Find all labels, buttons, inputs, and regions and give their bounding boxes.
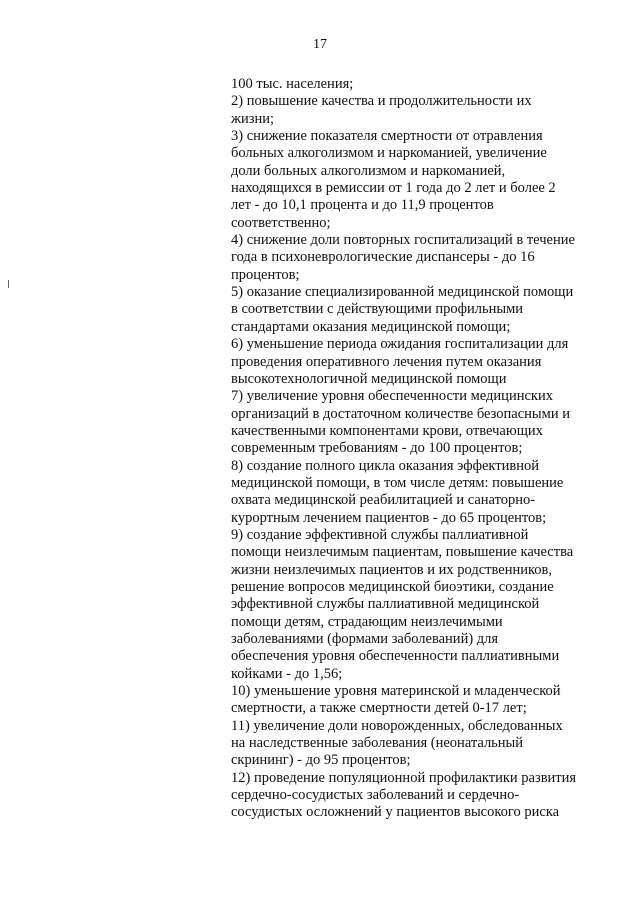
text-line: больных алкоголизмом и наркоманией, увеличение [231,145,547,162]
text-line: заболеваниями (формами заболеваний) для [231,631,499,647]
text-line: в соответствии с действующими профильными [231,301,524,318]
text-line: 9) создание эффективной службы паллиативной [231,526,529,543]
scan-margin-mark [8,280,9,288]
page-number: 17 [313,37,327,52]
text-line: организаций в достаточном количестве безопасными и [231,405,570,422]
text-line: помощи неизлечимым пациентам, повышение качества [231,544,574,561]
document-body [231,76,611,822]
text-line: обеспечения уровня обеспеченности паллиативными [231,648,560,665]
text-line: скрининг) - до 95 процентов; [231,752,411,769]
text-line: стандартами оказания медицинской помощи; [231,318,511,335]
text-line: эффективной службы паллиативной медицинской [231,596,540,613]
text-line: 7) увеличение уровня обеспеченности медицинских [231,388,553,405]
text-line: 10) уменьшение уровня материнской и младенческой [231,683,561,700]
text-line: соответственно; [231,214,331,231]
text-line: находящихся в ремиссии от 1 года до 2 лет и более 2 [231,180,556,197]
text-line: качественными компонентами крови, отвечающих [231,422,543,439]
text-line: койками - до 1,56; [231,665,343,682]
text-line: 12) проведение популяционной профилактики развития [231,769,577,786]
text-line: 2) повышение качества и продолжительности их [231,93,532,110]
text-line: жизни; [231,110,275,127]
text-line: помощи детям, страдающим неизлечимыми [231,613,503,630]
text-line: 4) снижение доли повторных госпитализаций в течение [231,232,575,249]
text-line: сердечно-сосудистых заболеваний и сердечно- [231,787,520,804]
text-line: решение вопросов медицинской биоэтики, создание [231,578,554,595]
text-line: лет - до 10,1 процента и до 11,9 процентов [231,197,494,214]
text-line: сосудистых осложнений у пациентов высокого риска [231,804,560,821]
text-line: медицинской помощи, в том числе детям: повышение [231,474,564,491]
text-line: 100 тыс. населения; [231,76,354,92]
text-line: современным требованиям - до 100 процентов; [231,440,523,457]
text-line: 3) снижение показателя смертности от отравления [231,128,543,145]
text-line: года в психоневрологические диспансеры - до 16 [231,249,535,266]
text-line: жизни неизлечимых пациентов и их родственников, [231,561,553,578]
text-line: 6) уменьшение периода ожидания госпитализации для [231,336,569,353]
text-line: охвата медицинской реабилитацией и санаторно- [231,492,536,509]
text-line: смертности, а также смертности детей 0-17 лет; [231,700,527,717]
text-line: проведения оперативного лечения путем оказания [231,353,542,370]
text-line: на наследственные заболевания (неонатальный [231,735,524,752]
text-line: процентов; [231,266,300,283]
text-line: высокотехнологичной медицинской помощи [231,370,507,387]
text-line: 5) оказание специализированной медицинской помощи [231,284,574,301]
text-line: 11) увеличение доли новорожденных, обследованных [231,717,563,734]
text-line: доли больных алкоголизмом и наркоманией, [231,162,506,179]
text-line: 8) создание полного цикла оказания эффективной [231,457,539,474]
text-line: курортным лечением пациентов - до 65 процентов; [231,509,547,526]
